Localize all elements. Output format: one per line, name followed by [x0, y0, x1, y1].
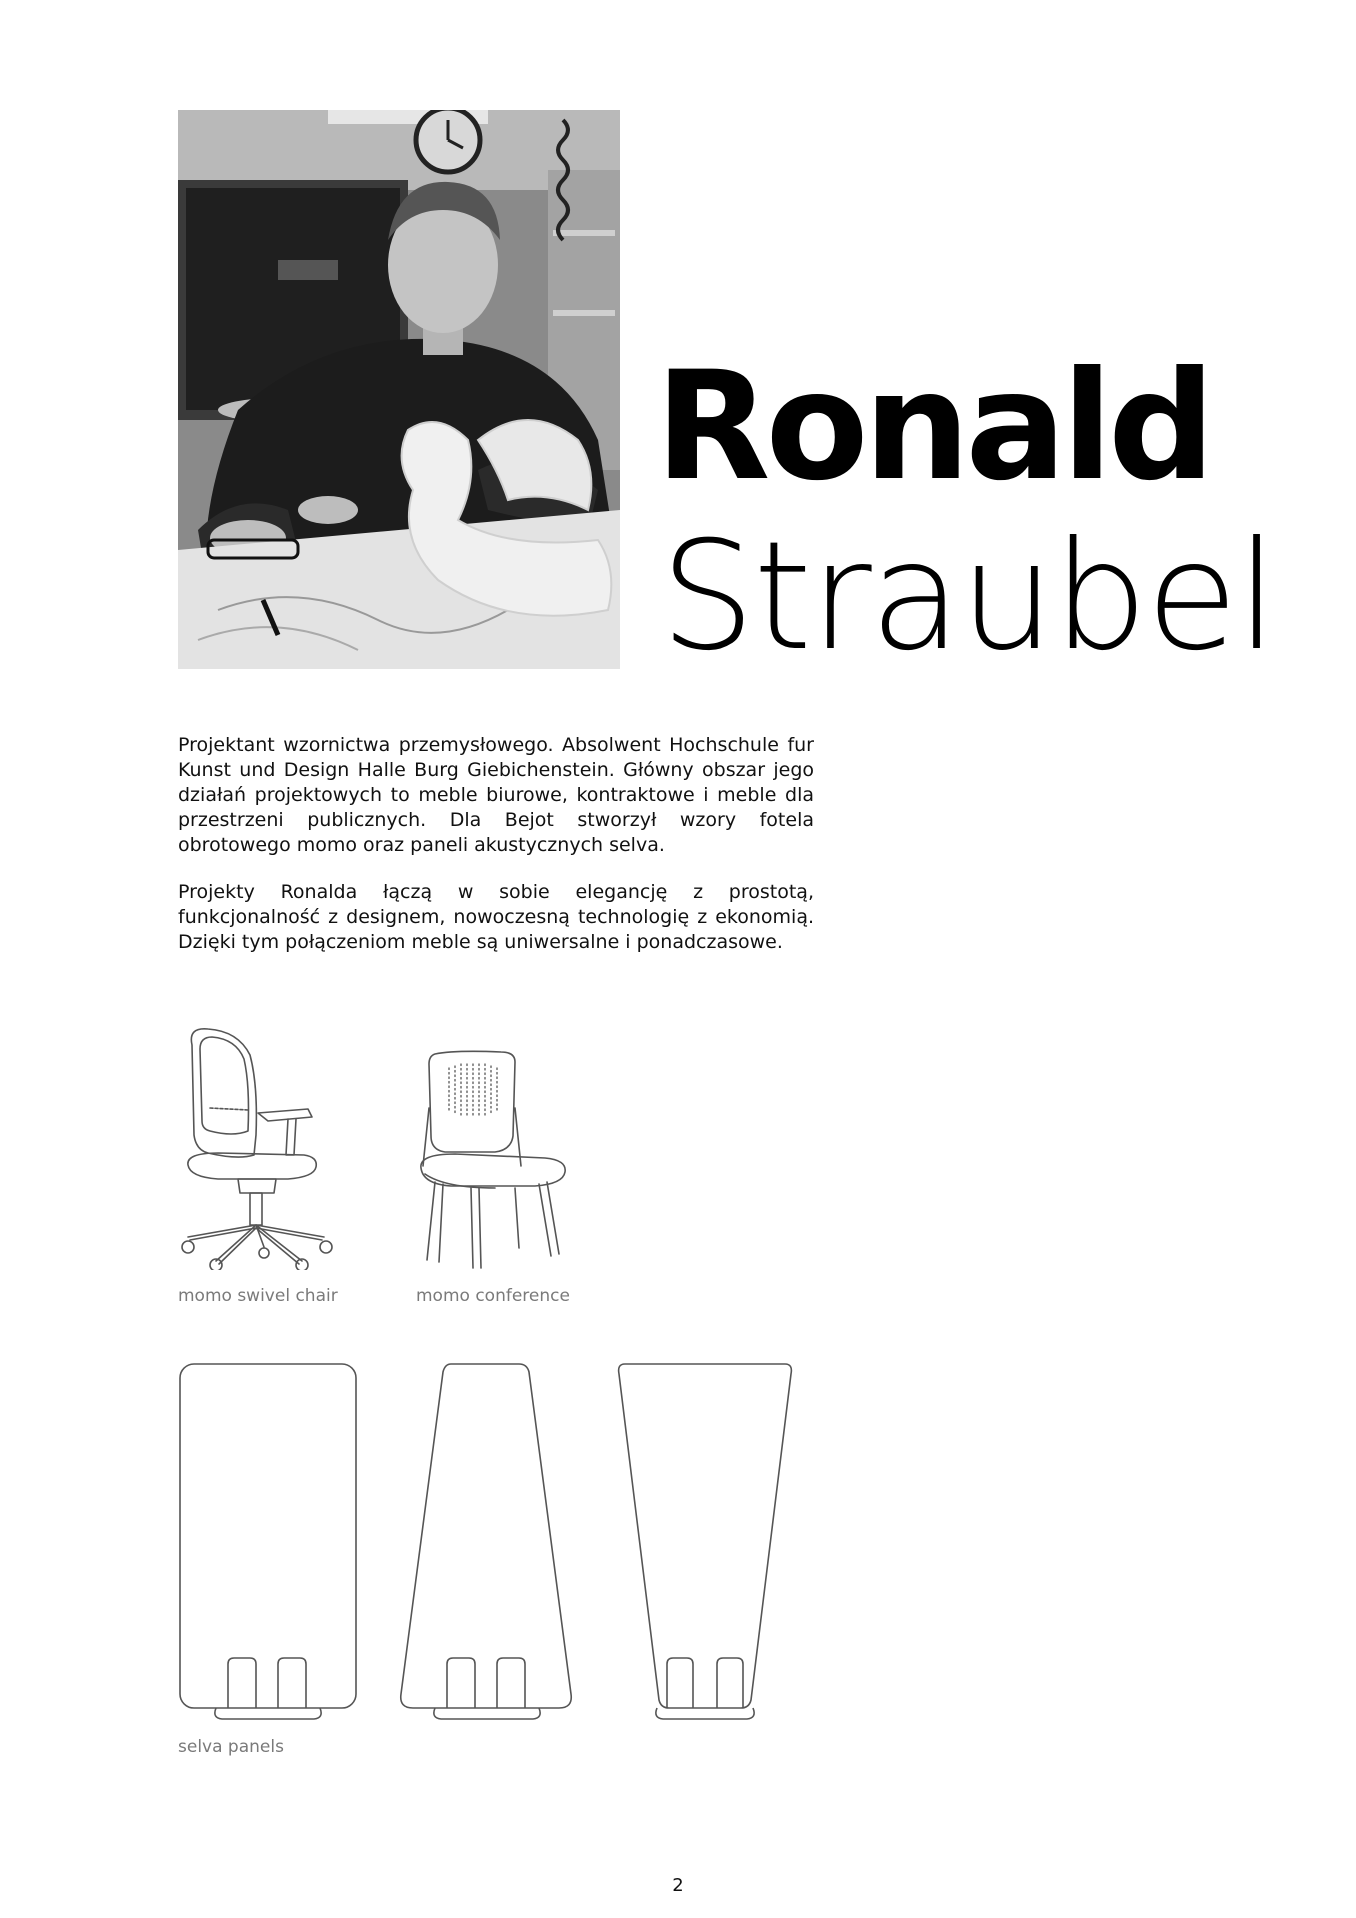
bio-paragraph-1: Projektant wzornictwa przemysłowego. Absolwent Hochschule fur Kunst und Design Halle Burg Giebichenstein. Główny obszar jego działań projektowych to meble biurowe, kontraktowe i meble dla przestrzeni publicznych. Dla Bejot stworzył wzory fotela obrotowego momo oraz paneli akustycznych selva.	[178, 734, 814, 856]
swivel-chair-caption: momo swivel chair	[178, 1286, 338, 1306]
page-number: 2	[672, 1875, 684, 1896]
bio-paragraph-2: Projekty Ronalda łączą w sobie elegancję z prostotą, funkcjonalność z designem, nowoczesną technologię z ekonomią. Dzięki tym połączeniom meble są uniwersalne i ponadczasowe.	[178, 881, 814, 953]
designer-first-name: Ronald	[655, 340, 1211, 514]
swivel-chair-drawing	[178, 1025, 338, 1270]
selva-panel-tapered-drawing	[397, 1362, 577, 1724]
conference-chair-caption: momo conference	[416, 1286, 570, 1306]
selva-panel-inverted-drawing	[615, 1362, 795, 1724]
designer-portrait-photo	[178, 110, 620, 669]
designer-last-name: Straubel	[660, 510, 1276, 684]
selva-panels-caption: selva panels	[178, 1737, 284, 1757]
selva-panel-rectangular-drawing	[178, 1362, 358, 1724]
conference-chair-drawing	[415, 1048, 575, 1270]
